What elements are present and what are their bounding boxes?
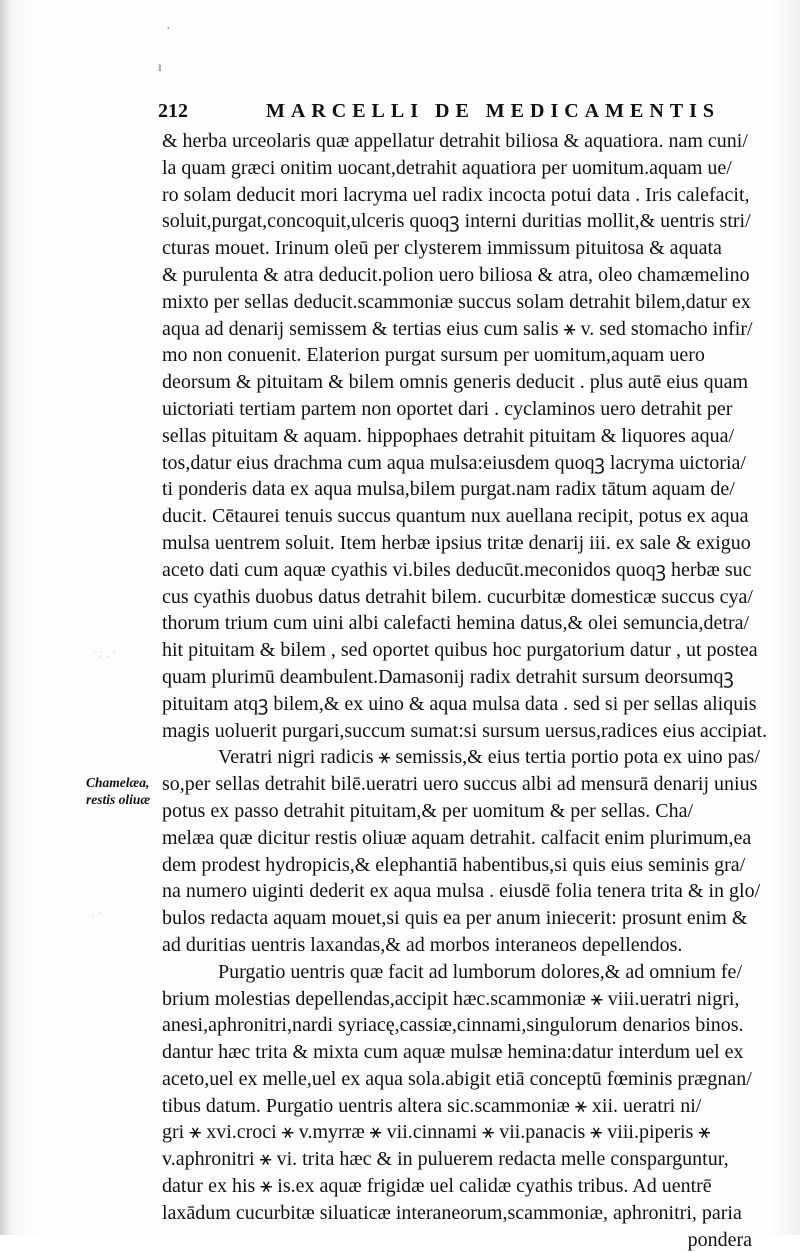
text-line: laxādum cucurbitæ siluaticæ interaneorum,scammoniæ, aphronitri, paria	[162, 1201, 742, 1224]
ink-mark: ı	[158, 60, 162, 75]
page-header	[158, 100, 768, 126]
text-line-paragraph-start: Purgatio uentris quæ facit ad lumborum dolores,& ad omnium fe/	[218, 960, 742, 983]
text-line: ro solam deducit mori lacryma uel radix incocta potui data . Iris calefacit,	[162, 183, 750, 206]
text-line: pituitam atqꝫ bilem,& ex uino & aqua mulsa data . sed si per sellas aliquis	[162, 692, 757, 715]
text-line: & herba urceolaris quæ appellatur detrahit biliosa & aquatiora. nam cuni/	[162, 130, 748, 152]
text-line: hit pituitam & bilem , sed oportet quibus hoc purgatorium datur , ut postea	[162, 639, 758, 662]
text-line: aceto dati cum aquæ cyathis vi.biles deducūt.meconidos quoqꝫ herbæ suc	[162, 558, 752, 581]
text-line: ad duritias uentris laxandas,& ad morbos interaneos depellendos.	[162, 933, 683, 956]
page-gutter-shadow	[0, 0, 10, 1235]
text-line: cus cyathis duobus datus detrahit bilem. cucurbitæ domesticæ succus cya/	[162, 585, 753, 608]
text-line: na numero uiginti dederit ex aqua mulsa . eiusdē folia tenera trita & in glo/	[162, 880, 761, 903]
text-line: v.aphronitri ⚹ vi. trita hæc & in puluerem redacta melle consparguntur,	[162, 1148, 729, 1171]
text-line: ti ponderis data ex aqua mulsa,bilem purgat.nam radix tātum aquam de/	[162, 478, 735, 501]
text-line: mixto per sellas deducit.scammoniæ succus solam detrahit bilem,datur ex	[162, 290, 751, 313]
text-line: dantur hæc trita & mixta cum aquæ mulsæ hemina:datur interdum uel ex	[162, 1041, 744, 1064]
show-through-text: . ·	[92, 905, 102, 920]
text-line: dem prodest hydropicis,& elephantiā habentibus,si quis eius seminis gra/	[162, 853, 746, 876]
ink-speck: ·	[166, 22, 171, 37]
text-line: anesi,aphronitri,nardi syriacę,cassiæ,cinnami,singulorum denarios binos.	[162, 1014, 744, 1037]
margin-note-line: Chamelæa,	[86, 775, 150, 790]
text-line-paragraph-start: Veratri nigri radicis ⚹ semissis,& eius tertia portio pota ex uino pas/	[218, 746, 760, 769]
text-line: cturas mouet. Irinum oleū per clysterem immissum pituitosa & aquata	[162, 237, 722, 260]
text-line: aceto,uel ex melle,uel ex aqua sola.abigit etiā conceptū fœminis prægnan/	[162, 1067, 752, 1090]
show-through-text: · : . ·	[92, 645, 116, 660]
text-line: tibus datum. Purgatio uentris altera sic.scammoniæ ⚹ xii. ueratri ni/	[162, 1094, 702, 1117]
text-line: bulos redacta aquam mouet,si quis ea per anum iniecerit: prosunt enim &	[162, 907, 748, 930]
text-line: brium molestias depellendas,accipit hæc.scammoniæ ⚹ viii.ueratri nigri,	[162, 987, 740, 1010]
text-line: thorum trium cum uini albi calefacti hemina datus,& olei semuncia,detra/	[162, 612, 750, 635]
text-line: gri ⚹ xvi.croci ⚹ v.myrræ ⚹ vii.cinnami ⚹ vii.panacis ⚹ viii.piperis ⚹	[162, 1121, 711, 1144]
text-line: deorsum & pituitam & bilem omnis generis deducit . plus autē eius quam	[162, 371, 749, 394]
running-head: MARCELLI DE MEDICAMENTIS	[266, 100, 721, 122]
text-line: aqua ad denarij semissem & tertias eius cum salis ⚹ v. sed stomacho infir/	[162, 317, 753, 340]
margin-note	[86, 774, 162, 808]
text-line: melæa quæ dicitur restis oliuæ aquam detrahit. calfacit enim plurimum,ea	[162, 826, 752, 849]
text-line: mulsa uentrem soluit. Item herbæ ipsius tritæ denarij iii. ex sale & exiguo	[162, 531, 751, 554]
text-line: sellas pituitam & aquam. hippophaes detrahit pituitam & liquores aqua/	[162, 424, 735, 447]
text-line: quam plurimū deambulent.Damasonij radix detrahit sursum deorsumqꝫ	[162, 665, 734, 688]
text-line: potus ex passo detrahit pituitam,& per uomitum & per sellas. Cha/	[162, 799, 694, 822]
catchword: pondera	[687, 1228, 752, 1251]
text-line: magis uoluerit purgari,succum sumat:si sursum uersus,radices eius accipiat.	[162, 719, 768, 742]
text-line: la quam græci onitim uocant,detrahit aquatiora per uomitum.aquam ue/	[162, 156, 732, 179]
text-line: mo non conuenit. Elaterion purgat sursum per uomitum,aquam uero	[162, 344, 705, 367]
body-text	[162, 128, 772, 1253]
text-line: & purulenta & atra deducit.polion uero biliosa & atra, oleo chamæmelino	[162, 263, 750, 286]
page-number: 212	[158, 100, 188, 122]
text-line: so,per sellas detrahit bilē.ueratri uero succus albi ad mensurā denarij unius	[162, 773, 758, 796]
text-line: ducit. Cētaurei tenuis succus quantum nux auellana recipit, potus ex aqua	[162, 505, 749, 528]
text-line: uictoriati tertiam partem non oportet dari . cyclaminos uero detrahit per	[162, 397, 733, 420]
text-line: soluit,purgat,concoquit,ulceris quoqꝫ interni duritias mollit,& uentris stri/	[162, 210, 751, 233]
margin-note-line: restis oliuæ	[86, 792, 151, 807]
text-line: datur ex his ⚹ is.ex aquæ frigidæ uel calidæ cyathis tribus. Ad uentrē	[162, 1175, 712, 1198]
text-line: tos,datur eius drachma cum aqua mulsa:eiusdem quoqꝫ lacryma uictoria/	[162, 451, 746, 474]
